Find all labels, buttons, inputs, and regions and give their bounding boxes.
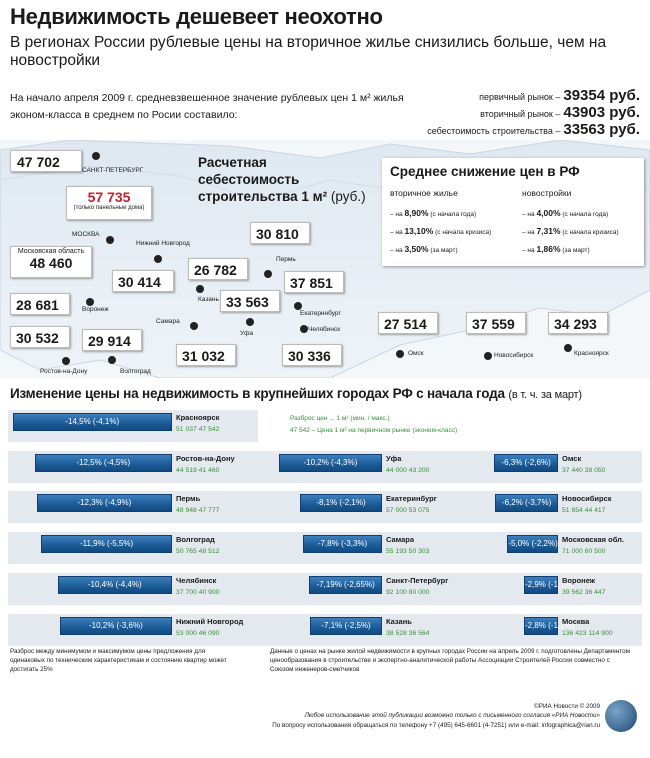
legend-range: Разброс цен ... 1 м² (мин. / макс.)	[290, 415, 390, 422]
usage-note-1: Любое использование этой публикации возможно только с письменного согласия «РИА Новости»	[304, 712, 600, 719]
copyright: ©РИА Новости © 2009	[534, 703, 600, 710]
city-marker-moscow	[106, 236, 114, 244]
city-value-spb: 47 702	[10, 150, 82, 172]
bar-minmax-label: 55 193 50 303	[386, 548, 430, 555]
bar-14: -2,9% (-1,1%)	[524, 576, 558, 594]
intro-text: На начало апреля 2009 г. средневзвешенное значение рублевых цен 1 м² жилья эконом-класса в среднем по Росии составило:	[10, 92, 404, 121]
city-value-voronezh: 28 681	[10, 293, 70, 315]
footnote-left: Разброс между минимумом и максимумом цены предложения для одинаковых по техническим характеристикам и состоянию квартир может достигать 25%	[10, 648, 227, 673]
city-name-moscow-region: Московская область	[17, 248, 85, 255]
cost-title: Расчетная себестоимость строительства 1 м² (руб.)	[198, 155, 366, 204]
price-primary: первичный рынок – 39354 руб.	[479, 87, 640, 104]
city-marker-voronezh	[86, 298, 94, 306]
city-marker-nnovgorod	[154, 255, 162, 263]
city-name-moscow: МОСКВА	[72, 231, 100, 238]
city-marker-kazan	[196, 285, 204, 293]
change-chart-title: Изменение цены на недвижимость в крупнейших городах РФ с начала года (в т. ч. за март)	[10, 386, 582, 401]
bar-minmax-label: 44 000 43 200	[386, 467, 430, 474]
city-name-samara: Самара	[156, 318, 180, 325]
decline-col-new: новостройки	[522, 188, 572, 198]
bar-minmax-label: 38 528 36 564	[386, 630, 430, 637]
bar-minmax-label: 136 423 114 900	[562, 630, 613, 637]
city-name-kazan: Казань	[198, 296, 219, 303]
bar-9: -7,19% (-2,65%)	[309, 576, 382, 594]
city-name-volgograd: Волгоград	[120, 368, 151, 375]
city-value-volgograd: 29 914	[82, 329, 142, 351]
decline-box	[382, 158, 644, 266]
bar-minmax-label: 53 000 46 090	[176, 630, 220, 637]
decline-title: Среднее снижение цен в РФ	[390, 164, 580, 179]
bar-city-label: Омск	[562, 454, 582, 463]
bar-6: -10,2% (-4,3%)	[279, 454, 382, 472]
bar-8: -7,8% (-3,3%)	[303, 535, 382, 553]
bar-11: -6,3% (-2,6%)	[494, 454, 558, 472]
bar-minmax-label: 48 948 47 777	[176, 507, 220, 514]
city-marker-ufa	[246, 318, 254, 326]
usage-note-2: По вопросу использования обращаться по телефону +7 (495) 645-6601 (4-7251) или e-mail: infographica@rian.ru	[272, 722, 600, 729]
decline-row: – на 1,86% (за март)	[522, 244, 590, 254]
bar-minmax-label: 57 000 53 075	[386, 507, 430, 514]
city-name-ekaterinburg: Екатеринбург	[300, 310, 341, 317]
city-value-rostov: 30 532	[10, 326, 70, 348]
bar-city-label: Новосибирск	[562, 494, 612, 503]
city-marker-perm	[264, 270, 272, 278]
city-marker-ekaterinburg	[294, 302, 302, 310]
city-name-omsk: Омск	[408, 350, 424, 357]
page-subtitle: В регионах России рублевые цены на вторичное жилье снизились больше, чем на новостройки	[10, 34, 607, 69]
bar-minmax-label: 39 562 36 447	[562, 589, 606, 596]
bar-2: -12,3% (-4,9%)	[37, 494, 172, 512]
ria-logo-icon	[605, 700, 637, 732]
city-value-perm: 30 810	[250, 222, 310, 244]
city-value-ufa: 33 563	[220, 290, 280, 312]
city-value-krasnoyarsk: 34 293	[548, 312, 608, 334]
city-marker-rostov	[62, 357, 70, 365]
city-name-ufa: Уфа	[240, 330, 254, 337]
bar-city-label: Уфа	[386, 454, 402, 463]
city-note-moscow: (только панельные дома)	[73, 205, 145, 211]
bar-12: -6,2% (-3,7%)	[495, 494, 558, 512]
decline-row: – на 7,31% (с начала кризиса)	[522, 226, 619, 236]
city-name-voronezh: Воронеж	[82, 306, 109, 313]
city-value-chelyabinsk: 30 336	[282, 344, 342, 366]
city-value-novosibirsk: 37 559	[466, 312, 526, 334]
bar-4: -10,4% (-4,4%)	[58, 576, 172, 594]
bar-city-label: Казань	[386, 617, 412, 626]
city-marker-samara	[190, 322, 198, 330]
bar-city-label: Нижний Новгород	[176, 617, 244, 626]
bar-city-label: Екатеринбург	[386, 494, 437, 503]
city-value-samara: 31 032	[176, 344, 236, 366]
bar-minmax-label: 44 519 41 460	[176, 467, 220, 474]
city-value-nnovgorod: 30 414	[112, 270, 174, 292]
bar-7: -8,1% (-2,1%)	[300, 494, 382, 512]
bar-city-label: Волгоград	[176, 535, 215, 544]
city-name-novosibirsk: Новосибирск	[494, 352, 534, 359]
city-name-perm: Пермь	[276, 256, 296, 263]
city-name-rostov: Ростов-на-Дону	[40, 368, 88, 375]
city-value-omsk: 27 514	[378, 312, 438, 334]
bar-city-label: Челябинск	[176, 576, 217, 585]
city-value-moscow: 57 735 (только панельные дома)	[66, 186, 152, 220]
city-value-kazan: 26 782	[188, 258, 248, 280]
bar-city-label: Пермь	[176, 494, 201, 503]
city-marker-spb	[92, 152, 100, 160]
bar-city-label: Ростов-на-Дону	[176, 454, 235, 463]
city-name-spb: САНКТ-ПЕТЕРБУРГ	[82, 167, 144, 174]
city-name-chelyabinsk: Челябинск	[308, 326, 341, 333]
city-marker-novosibirsk	[484, 352, 492, 360]
bar-10: -7,1% (-2,5%)	[310, 617, 382, 635]
bar-minmax-label: 37 700 40 900	[176, 589, 220, 596]
price-cost: себестоимость строительства – 33563 руб.	[427, 121, 640, 138]
bar-1: -12,5% (-4,5%)	[35, 454, 173, 472]
bar-city-label: Красноярск	[176, 413, 220, 422]
bar-minmax-label: 71 000 60 500	[562, 548, 606, 555]
bar-city-label: Санкт-Петербург	[386, 576, 449, 585]
bar-minmax-label: 37 440 38 050	[562, 467, 606, 474]
footnote-right: Данные о ценах на рынке жилой недвижимости в крупных городах России на апрель 2009 г. подготовлены Департаментом ценообразования в строительстве и экспертно-аналитической работы Ассоциации Строителей России совместно с Союзом инженеров-сметчиков	[270, 648, 630, 673]
bar-minmax-label: 50 765 48 512	[176, 548, 220, 555]
decline-row: – на 13,10% (с начала кризиса)	[390, 226, 492, 236]
city-marker-omsk	[396, 350, 404, 358]
bar-city-label: Самара	[386, 535, 415, 544]
decline-row: – на 3,50% (за март)	[390, 244, 458, 254]
bar-5: -10,2% (-3,6%)	[60, 617, 172, 635]
bar-minmax-label: 51 654 44 417	[562, 507, 606, 514]
bar-city-label: Московская обл.	[562, 535, 624, 544]
decline-row: – на 4,00% (с начала года)	[522, 208, 609, 218]
city-value-ekaterinburg: 37 851	[284, 271, 344, 293]
bar-city-label: Москва	[562, 617, 590, 626]
city-marker-volgograd	[108, 356, 116, 364]
bar-15: -2,8% (-1,1%)	[524, 617, 558, 635]
decline-row: – на 8,90% (с начала года)	[390, 208, 477, 218]
city-marker-krasnoyarsk	[564, 344, 572, 352]
bar-minmax-label: 51 037 47 542	[176, 426, 220, 433]
bar-3: -11,9% (-5,5%)	[41, 535, 172, 553]
legend-primary: 47 542 – Цена 1 м² на первичном рынке (эконом-класс)	[290, 427, 458, 434]
bar-0: -14,5% (-4,1%)	[13, 413, 173, 431]
bar-13: -5,0% (-2,2%)	[507, 535, 558, 553]
price-secondary: вторичный рынок – 43903 руб.	[480, 104, 640, 121]
decline-col-secondary: вторичное жилье	[390, 188, 458, 198]
city-marker-chelyabinsk	[300, 325, 308, 333]
city-value-moscow-region: Московская область 48 460	[10, 246, 92, 278]
bar-minmax-label: 92 100 80 000	[386, 589, 430, 596]
bar-city-label: Воронеж	[562, 576, 596, 585]
city-name-krasnoyarsk: Красноярск	[574, 350, 609, 357]
page-title: Недвижимость дешевеет неохотно	[10, 4, 383, 29]
city-name-nnovgorod: Нижний Новгород	[136, 240, 190, 247]
